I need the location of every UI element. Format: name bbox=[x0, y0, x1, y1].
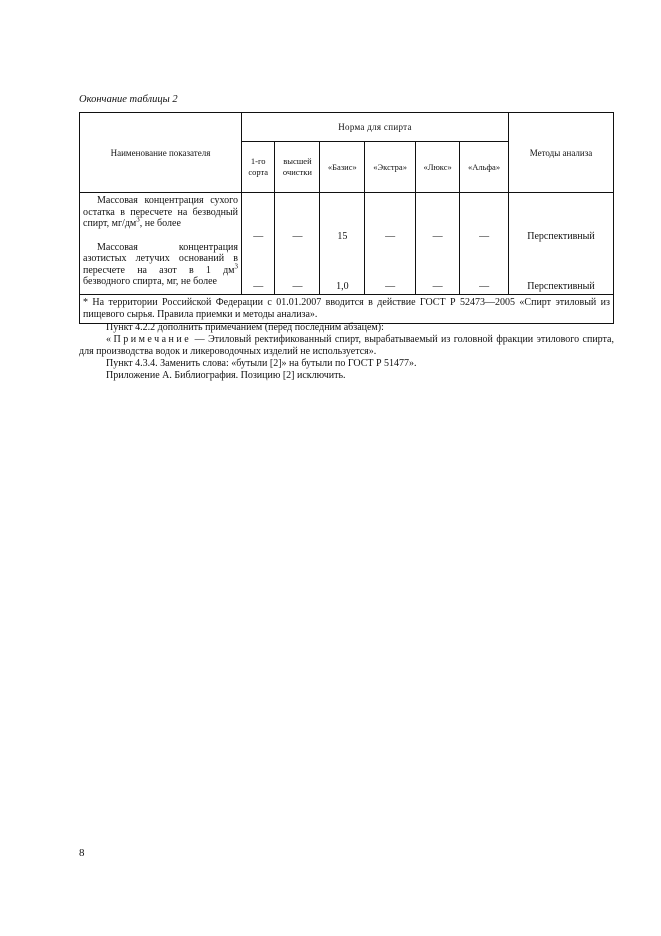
table-caption: Окончание таблицы 2 bbox=[79, 94, 178, 105]
header-method: Методы анализа bbox=[509, 113, 614, 193]
row-name bbox=[80, 193, 242, 295]
header-name: Наименование показателя bbox=[80, 113, 242, 193]
row1-name: Массовая концентрация сухого остатка в пересчете на безводный спирт, $мг/дм^3$, не более bbox=[83, 195, 238, 229]
header-col-2: высшей очистки bbox=[275, 142, 320, 193]
header-col-3: «Базис» bbox=[320, 142, 365, 193]
paragraph-1: Пункт 4.2.2 дополнить примечанием (перед последним абзацем): bbox=[106, 322, 384, 333]
body-text bbox=[79, 322, 614, 382]
header-col-1: 1-го сорта bbox=[242, 142, 275, 193]
header-group: Норма для спирта bbox=[242, 113, 509, 142]
row2-name: Массовая концентрация азотистых летучих оснований в пересчете на азот в 1 $дм^3$ безводного спирта, мг, не более bbox=[83, 241, 238, 287]
cell-value: — — bbox=[242, 193, 275, 295]
paragraph-4: Приложение А. Библиография. Позицию [2] исключить. bbox=[106, 370, 346, 381]
note-lead: «Примечание bbox=[106, 334, 192, 345]
cell-value: — — bbox=[416, 193, 460, 295]
cell-method: Перспективный Перспективный bbox=[509, 193, 614, 295]
cell-value: 15 1,0 bbox=[320, 193, 365, 295]
header-col-6: «Альфа» bbox=[460, 142, 509, 193]
header-col-4: «Экстра» bbox=[365, 142, 416, 193]
cell-value: — — bbox=[275, 193, 320, 295]
cell-value: — — bbox=[365, 193, 416, 295]
norm-table bbox=[79, 112, 614, 324]
page-number: 8 bbox=[79, 847, 85, 859]
table-row bbox=[80, 193, 614, 295]
paragraph-2 bbox=[79, 334, 614, 358]
table-footnote: * На территории Российской Федерации с 01.01.2007 вводится в действие ГОСТ Р 52473—2005 «Спирт этиловый из пищевого сырья. Правила приемки и методы анализа». bbox=[80, 295, 614, 324]
note-text: — Этиловый ректификованный спирт, вырабатываемый из головной фракции этилового спирта, для производства водок и ликероводочных изделий не используется». bbox=[79, 334, 614, 357]
cell-value: — — bbox=[460, 193, 509, 295]
header-col-5: «Люкс» bbox=[416, 142, 460, 193]
paragraph-3: Пункт 4.3.4. Заменить слова: «бутыли [2]» на бутыли по ГОСТ Р 51477». bbox=[106, 358, 417, 369]
table-note-row bbox=[80, 295, 614, 324]
